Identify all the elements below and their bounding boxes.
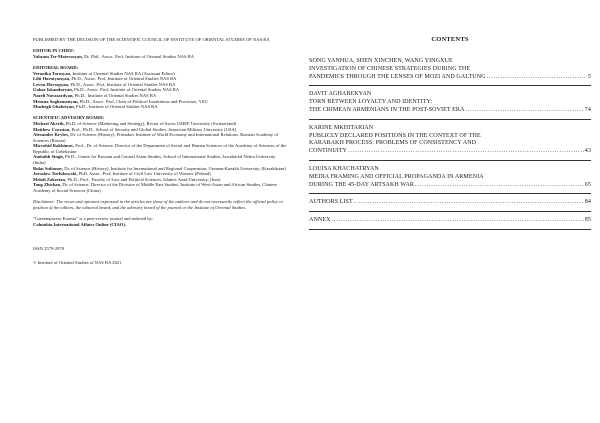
indexed-by: Columbia International Affairs Online (CIAO).	[33, 221, 127, 227]
toc-entry-title-line: PUBLICLY DECLARED POSITIONS IN THE CONTEXT OF THE	[309, 132, 481, 139]
toc-entry-title-line: PANDEMICS THROUGH THE LENSES OF MOZI AND GALTUNG	[309, 73, 486, 80]
person-name: Amitabh Singh,	[33, 154, 64, 160]
toc-entry[interactable]	[309, 58, 591, 81]
person-details: Prof., Ph.D., School of Security and Global Studies, American Military University (USA)	[70, 126, 237, 132]
person-details: Ph.D., Institute of Oriental Studies NAS RA	[74, 104, 158, 110]
person-details: Ph.D. of Science (Marketing and Strategy), Rector of Swiss UMEF University (Switzerland)	[64, 120, 237, 126]
toc-page-number: 65	[584, 181, 591, 188]
board-member	[33, 104, 288, 110]
copyright: © Institute of Oriental Studies of NAS RA 2021	[33, 259, 122, 265]
toc-entry-title-line: KARABAKH PROCESS: PROBLEMS OF CONSISTENCY AND	[309, 140, 477, 147]
dot-leader	[332, 217, 584, 225]
toc-entry-final-line	[309, 182, 591, 190]
toc-entry-author: SONG YANHUA, SHEN XINCHEN, WANG YINGXUE	[309, 58, 453, 64]
advisory-board-heading: SCIENTIFIC ADVISORY BOARD:	[33, 115, 105, 121]
toc-entry[interactable]	[309, 199, 591, 207]
person-details: Ph.D., Assoc. Prof, Chair of Political Institutions and Processes, YSU	[78, 98, 208, 104]
toc-entry-final-line	[309, 148, 591, 156]
contents-title: CONTENTS	[431, 36, 469, 43]
person-name: Matthew Crosston,	[33, 126, 71, 132]
person-name: Tang Zhichao,	[33, 182, 62, 188]
person-name: Nazeli Navasardyan,	[33, 92, 74, 98]
person-details: Dr. of Science, Director of the Division of Middle East Studies, Institute of West-Asian and African Studies, Chinese Academy of Social Sciences (China)	[33, 182, 278, 194]
person-details: Ph.D., Institute of Oriental Studies NAS RA	[73, 92, 157, 98]
board-member	[33, 132, 288, 143]
toc-page-number: 85	[584, 217, 591, 224]
toc-entry-title-line: THE CRIMEAN ARMENIANS IN THE POST-SOVIET ERA	[309, 106, 465, 113]
disclaimer: Disclaimer: The views and opinions expressed in the articles are those of the authors and do not necessarily reflect the official policy or position of the editors, the editorial board, and the advisory board of the journal or the Institute of Oriental Studies.	[33, 199, 284, 210]
board-member	[33, 182, 288, 193]
advisory-board-list	[33, 121, 288, 194]
dot-leader	[354, 199, 584, 207]
toc-entry[interactable]	[309, 91, 591, 114]
person-details: Prof., Dr. of Science, Director of the Department of Social and Human Sciences of the Academy of Sciences of the Republic of Uzbekistan	[33, 143, 287, 154]
person-name: Mensua Soghomonyan,	[33, 98, 79, 104]
issn: ISSN 2579-2970	[33, 246, 65, 252]
toc-entry-final-line	[309, 217, 591, 225]
dot-leader	[487, 74, 587, 82]
person-details: Ph.D., Assoc. Prof, Institute of Oriental Studies NAS RA	[70, 76, 177, 82]
section-divider	[309, 160, 591, 161]
dot-leader	[348, 148, 584, 156]
toc-entry-final-line	[309, 199, 591, 207]
dot-leader	[415, 182, 584, 190]
person-name: Vahram Ter-Matevosyan,	[33, 53, 83, 59]
person-name: Mirvohid Rakhimov,	[33, 143, 75, 149]
section-divider	[309, 193, 591, 194]
toc-entry-final-line	[309, 74, 591, 82]
toc-entry[interactable]	[309, 125, 591, 156]
table-of-contents	[309, 58, 591, 230]
person-name: Mushegh Ghahriyan,	[33, 104, 75, 110]
toc-entry-title-line: INVESTIGATION OF CHINESE STRATEGIES DURING THE	[309, 65, 471, 72]
person-details: Ph.D., Assoc. Prof, Institute of Oriental Studies NAS RA	[69, 81, 176, 87]
section-divider	[309, 211, 591, 212]
peer-review-note: "Contemporary Eurasia" is a peer-review journal and indexed by:	[33, 216, 154, 221]
dot-leader	[465, 107, 583, 115]
section-divider	[309, 85, 591, 86]
person-details: Dr. of Science (History), Primakov Institute of World Economy and International Relations, Russian Academy of Sciences (Russia)	[33, 132, 279, 143]
person-name: Michael Akerib,	[33, 120, 65, 126]
person-name: Veronika Torosyan,	[33, 70, 72, 76]
person-details: Dr. of Science (History), Institute for International and Regional Cooperation, German-Kazakh University, (Kazakhstan)	[63, 165, 286, 171]
person-name: Mehdi Zakerian,	[33, 176, 67, 182]
board-member	[33, 154, 288, 165]
toc-entry-author: KARINE MKHITARIAN	[309, 124, 374, 131]
toc-entry[interactable]	[309, 166, 591, 189]
editorial-board-heading: EDITORIAL BOARD:	[33, 64, 79, 70]
toc-entry-author: LOUISA KHACHATRYAN	[309, 165, 379, 172]
toc-entry[interactable]	[309, 217, 591, 225]
right-page	[300, 0, 600, 423]
editorial-board-list	[33, 71, 288, 110]
person-name: Levon Hovsepyan,	[33, 81, 70, 87]
person-name: Bulat Sultanov,	[33, 165, 64, 171]
toc-entry-title-line: DURING THE 45-DAY ARTSAKH WAR	[309, 181, 415, 188]
toc-entry-title-line: ANNEX	[309, 217, 331, 224]
section-divider	[309, 229, 591, 230]
editor-in-chief-heading: EDITOR IN CHIEF:	[33, 48, 75, 54]
toc-page-number: 84	[584, 199, 591, 206]
person-details: Institute of Oriental Studies NAS RA (Assistant Editor)	[71, 70, 175, 76]
person-name: Jaroslaw Turlukowski,	[33, 171, 78, 177]
publisher-note: PUBLISHED BY THE DECISION OF THE SCIENTIFIC COUNCIL OF INSTITUTE OF ORIENTAL STUDIES OF NAS RA	[33, 37, 270, 42]
toc-entry-title-line: MEDIA FRAMING AND OFFICIAL PROPAGANDA IN ARMENIA	[309, 173, 484, 180]
person-details: Ph.D., Assoc. Prof, Institute of Oriental Studies NAS RA	[73, 87, 180, 93]
person-details: Dr. Phil., Assoc. Prof, Institute of Oriental Studies NAS RA	[82, 53, 195, 59]
toc-entry-final-line	[309, 107, 591, 115]
toc-page-number: 5	[587, 73, 591, 80]
person-details: Ph.D., Centre for Russian and Central Asian Studies, School of International Studies, Jawaharlal Nehru University (India)	[33, 154, 276, 166]
person-name: Alexander Krylov,	[33, 132, 70, 138]
toc-page-number: 74	[584, 106, 591, 113]
toc-page-number: 43	[584, 148, 591, 155]
board-member	[33, 143, 288, 154]
toc-entry-title-line: AUTHORS LIST	[309, 199, 353, 206]
person-details: Ph.D., Prof., Faculty of Law and Political Sciences, Islamic Azad University, (Iran)	[66, 176, 221, 182]
section-divider	[309, 119, 591, 120]
person-name: Lilit Harutyunyan,	[33, 76, 71, 82]
toc-entry-title-line: CONTINUITY	[309, 148, 348, 155]
toc-entry-author: DAVIT AGHABEKYAN	[309, 91, 372, 98]
toc-entry-title-line: TORN BETWEEN LOYALTY AND IDENTITY:	[309, 99, 433, 106]
person-name: Gohar Iskandaryan,	[33, 87, 73, 93]
editor-in-chief	[33, 54, 288, 60]
person-details: PhD, Assoc. Prof, Institute of Civil Law University of Warsaw (Poland)	[77, 171, 211, 177]
